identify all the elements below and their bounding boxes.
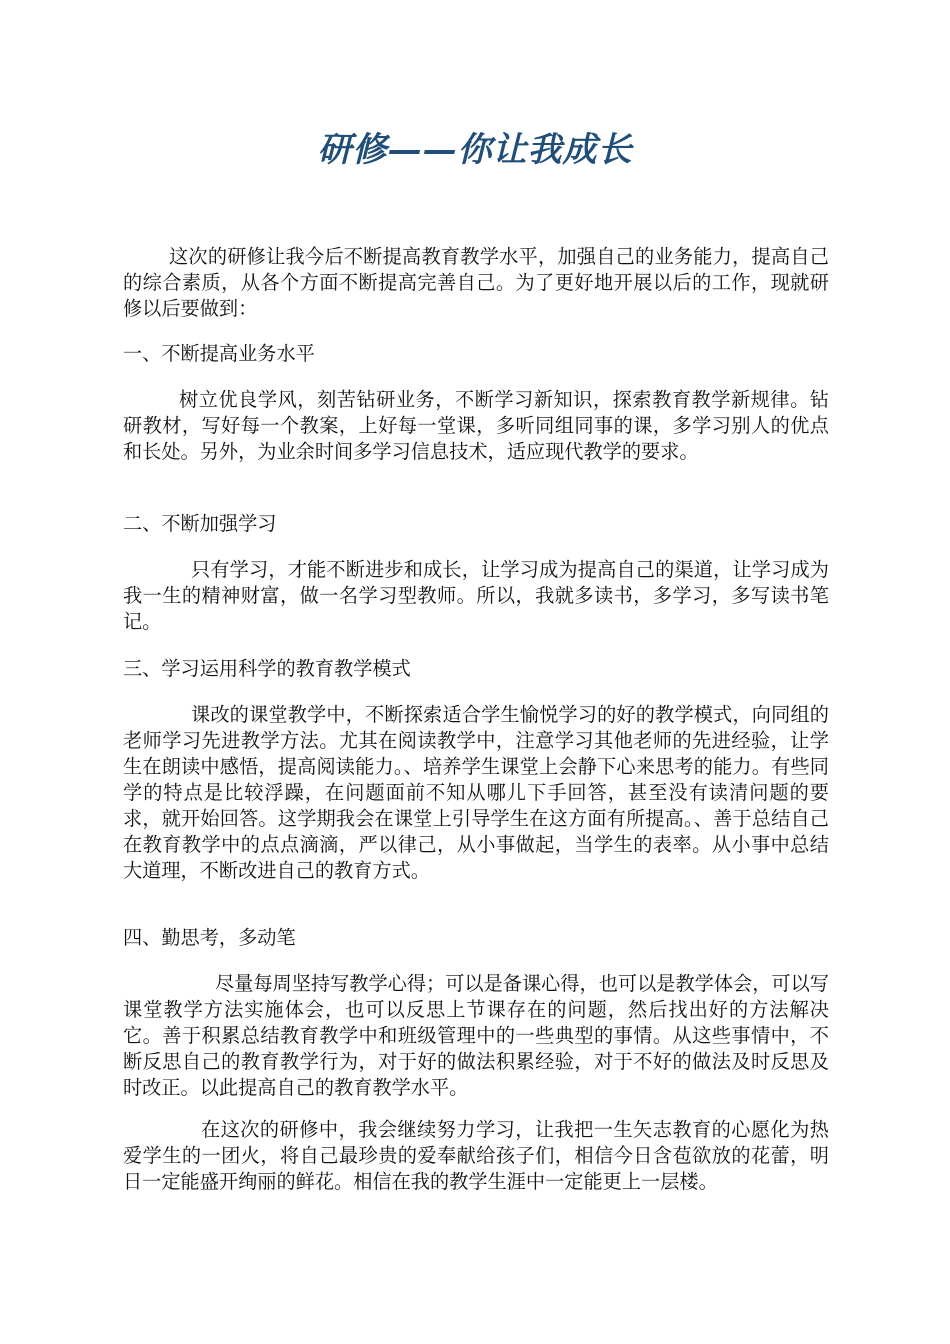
section-paragraph-3: 课改的课堂教学中，不断探索适合学生愉悦学习的好的教学模式，向同组的老师学习先进教学方法。尤其在阅读教学中，注意学习其他老师的先进经验，让学生在朗读中感悟，提高阅读能力。、培养学生课堂上会静下心来思考的能力。有些同学的特点是比较浮躁，在问题面前不知从哪儿下手回答，甚至没有读清问题的要求，就开始回答。这学期我会在课堂上引导学生在这方面有所提高。、善于总结自己在教育教学中的点点滴滴，严以律己，从小事做起，当学生的表率。从小事中总结大道理，不断改进自己的教育方式。 (123, 703, 829, 882)
section-heading-4: 四、勤思考，多动笔 (123, 926, 296, 949)
section-paragraph-1: 树立优良学风，刻苦钻研业务，不断学习新知识，探索教育教学新规律。钻研教材，写好每一个教案，上好每一堂课，多听同组同事的课，多学习别人的优点和长处。另外，为业余时间多学习信息技术，适应现代教学的要求。 (123, 388, 829, 463)
conclusion-paragraph: 在这次的研修中，我会继续努力学习，让我把一生矢志教育的心愿化为热爱学生的一团火，将自己最珍贵的爱奉献给孩子们，相信今日含苞欲放的花蕾，明日一定能盛开绚丽的鲜花。相信在我的教学生涯中一定能更上一层楼。 (123, 1118, 829, 1193)
section-heading-2: 二、不断加强学习 (123, 512, 277, 535)
section-heading-3: 三、学习运用科学的教育教学模式 (123, 657, 411, 680)
intro-paragraph: 这次的研修让我今后不断提高教育教学水平，加强自己的业务能力，提高自己的综合素质，从各个方面不断提高完善自己。为了更好地开展以后的工作，现就研修以后要做到： (123, 245, 829, 320)
section-heading-1: 一、不断提高业务水平 (123, 342, 315, 365)
section-paragraph-4: 尽量每周坚持写教学心得；可以是备课心得，也可以是教学体会，可以写课堂教学方法实施体会，也可以反思上节课存在的问题，然后找出好的方法解决它。善于积累总结教育教学中和班级管理中的一些典型的事情。从这些事情中，不断反思自己的教育教学行为，对于好的做法积累经验，对于不好的做法及时反思及时改正。以此提高自己的教育教学水平。 (123, 972, 829, 1099)
document-title: 研修——你让我成长 (317, 130, 633, 170)
section-paragraph-2: 只有学习，才能不断进步和成长，让学习成为提高自己的渠道，让学习成为我一生的精神财富，做一名学习型教师。所以，我就多读书，多学习，多写读书笔记。 (123, 558, 829, 633)
